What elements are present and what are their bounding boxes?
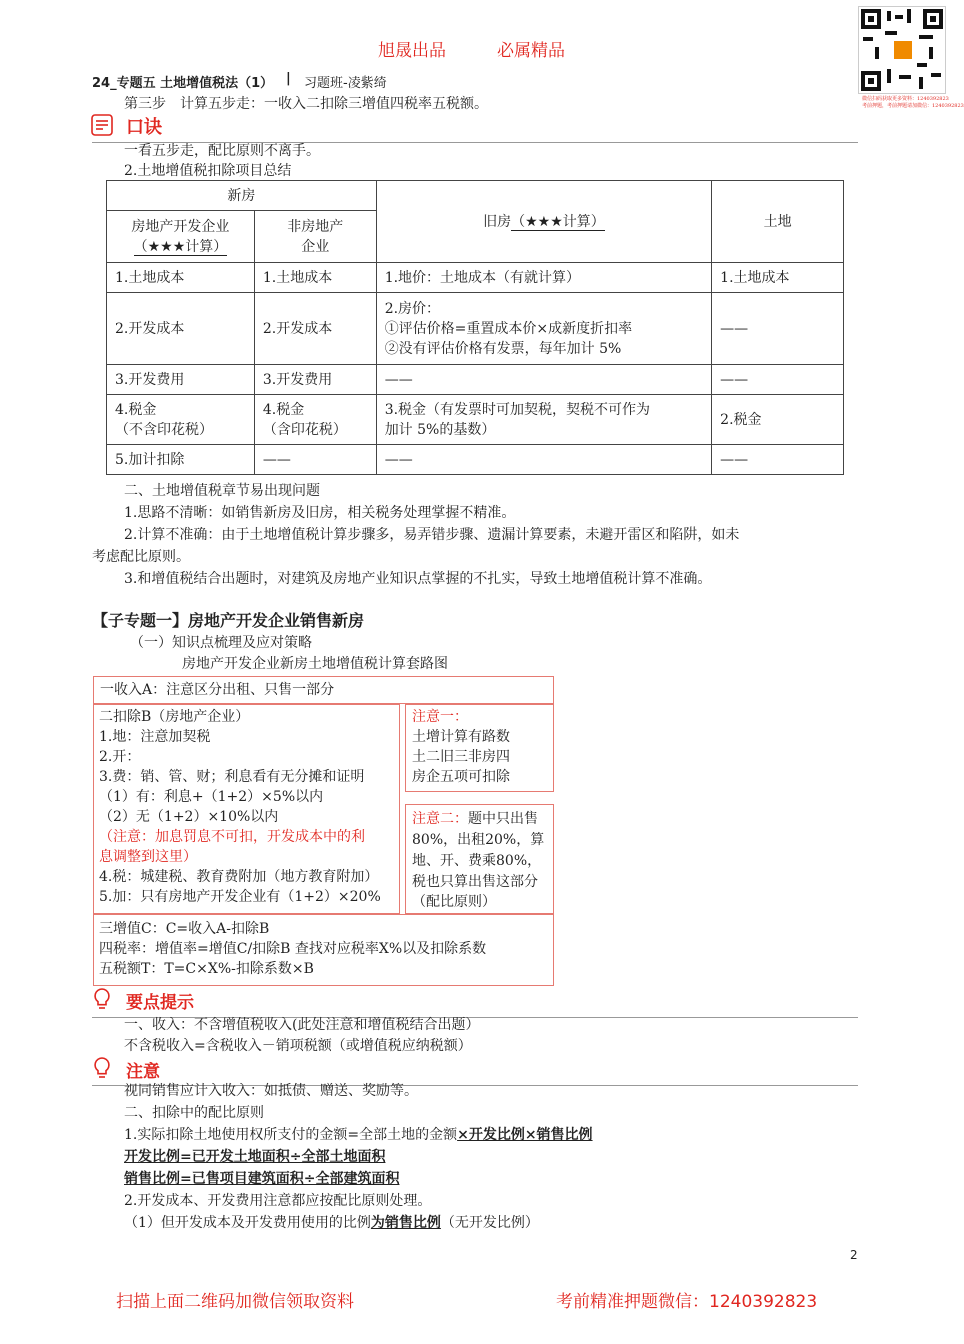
note-line-4: 开发比例=已开发土地面积÷全部土地面积 <box>124 1149 386 1165</box>
class-name: 习题班-凌紫绮 <box>304 76 387 91</box>
income-box <box>93 676 554 704</box>
tips-line-2: 不含税收入=含税收入－销项税额（或增值税应纳税额） <box>124 1038 472 1054</box>
page-number: 2 <box>850 1248 858 1262</box>
problem-1: 1.思路不清晰：如销售新房及旧房，相关税务处理掌握不精准。 <box>124 505 516 521</box>
cell: —— <box>376 445 711 475</box>
qr-code <box>858 6 946 94</box>
note-line-2: 二、扣除中的配比原则 <box>124 1105 264 1121</box>
note-line-5: 销售比例=已售项目建筑面积÷全部建筑面积 <box>124 1171 400 1187</box>
note-two-line: 税也只算出售这部分 <box>412 874 538 890</box>
table-row <box>107 365 844 395</box>
cell: —— <box>712 365 844 395</box>
course-title: 24_专题五 土地增值税法（1） <box>92 76 274 91</box>
note-title: 注意 <box>126 1062 160 1082</box>
deduction-box <box>93 704 400 914</box>
problem-3: 3.和增值税结合出题时，对建筑及房地产业知识点掌握的不扎实，导致土地增值税计算不准确。 <box>124 571 712 587</box>
deduction-line: 1.地：注意加契税 <box>99 729 211 745</box>
tax-calc-line: 三增值C：C=收入A-扣除B <box>99 921 270 937</box>
cell: 2.开发成本 <box>107 293 255 365</box>
deduction-line: （2）无（1+2）×10%以内 <box>99 809 279 825</box>
table-row <box>107 293 844 365</box>
lightbulb-icon <box>90 986 114 1012</box>
deduction-table <box>106 180 844 475</box>
deduction-note: 息调整到这里） <box>99 849 197 865</box>
th-nondev: 非房地产 企业 <box>254 211 376 263</box>
cell: 2.房价： ①评估价格=重置成本价×成新度折扣率 ②没有评估价格有发票，每年加计 5% <box>376 293 711 365</box>
tax-calc-box <box>93 914 554 986</box>
step-line: 第三步 计算五步走：一收入二扣除三增值四税率五税额。 <box>124 96 488 112</box>
note-line-3: 1.实际扣除土地使用权所支付的金额=全部土地的金额×开发比例×销售比例 <box>124 1127 593 1143</box>
tips-title: 要点提示 <box>126 993 194 1013</box>
footer-left: 扫描上面二维码加微信领取资料 <box>116 1292 354 1312</box>
cell: —— <box>712 445 844 475</box>
note-line-6: 2.开发成本、开发费用注意都应按配比原则处理。 <box>124 1193 432 1209</box>
income-text: 一收入A：注意区分出租、只售一部分 <box>100 682 335 698</box>
tax-calc-line: 五税额T：T=C×X%-扣除系数×B <box>99 961 314 977</box>
th-old-house: 旧房（★★★计算） <box>376 181 711 263</box>
diagram-title: 房地产开发企业新房土地增值税计算套路图 <box>182 656 448 672</box>
deduction-line: 4.税：城建税、教育费附加（地方教育附加） <box>99 869 379 885</box>
deduction-line: 5.加：只有房地产开发企业有（1+2）×20% <box>99 889 381 905</box>
table-row <box>107 445 844 475</box>
table-row <box>107 263 844 293</box>
cell: 3.开发费用 <box>107 365 255 395</box>
note-two-first-line: 注意二：题中只出售 <box>412 811 538 827</box>
cell: 4.税金 （含印花税） <box>254 395 376 445</box>
cell: —— <box>712 293 844 365</box>
tax-calc-line: 四税率：增值率=增值C/扣除B 查找对应税率X%以及扣除系数 <box>99 941 487 957</box>
note-one-box <box>405 704 554 792</box>
table-row <box>107 395 844 445</box>
cell: 5.加计扣除 <box>107 445 255 475</box>
note-two-line: 地、开、费乘80%， <box>412 853 542 869</box>
note-two-box <box>405 804 554 914</box>
brand-right: 必属精品 <box>497 41 565 61</box>
footer-right: 考前精准押题微信：1240392823 <box>556 1292 818 1312</box>
qr-caption-1: 微信扫码获取更多资料：1240392823 <box>862 96 949 102</box>
cell: 1.土地成本 <box>254 263 376 293</box>
note-two-line: （配比原则） <box>412 894 496 910</box>
cell: —— <box>254 445 376 475</box>
notes-icon <box>90 113 114 137</box>
header-separator: | <box>286 71 291 86</box>
problem-2b: 考虑配比原则。 <box>92 549 190 565</box>
qr-caption-2: 考前押题，考前押题请加微信：1240392823 <box>862 103 964 109</box>
note-line-1: 视同销售应计入收入：如抵债、赠送、奖励等。 <box>124 1083 418 1099</box>
cell: 2.税金 <box>712 395 844 445</box>
cell: 3.税金（有发票时可加契税，契税不可作为 加计 5%的基数） <box>376 395 711 445</box>
deduction-line: 二扣除B（房地产企业） <box>99 709 250 725</box>
cell: 1.土地成本 <box>712 263 844 293</box>
deduction-line: 2.开： <box>99 749 141 765</box>
deduction-line: （1）有：利息+（1+2）×5%以内 <box>99 789 324 805</box>
note-one-line: 房企五项可扣除 <box>412 769 510 785</box>
deduction-note: （注意：加息罚息不可扣，开发成本中的利 <box>99 829 365 845</box>
koujue-title: 口诀 <box>126 117 162 138</box>
note-one-line: 土二旧三非房四 <box>412 749 510 765</box>
summary-title: 2.土地增值税扣除项目总结 <box>124 163 292 179</box>
note-two-line: 80%，出租20%，算 <box>412 832 545 848</box>
brand-left: 旭晟出品 <box>378 41 446 61</box>
strategy-title: （一）知识点梳理及应对策略 <box>130 635 312 651</box>
problem-2a: 2.计算不准确：由于土地增值税计算步骤多，易弄错步骤、遗漏计算要素，未避开雷区和陷阱，如未 <box>124 527 740 543</box>
problems-title: 二、土地增值税章节易出现问题 <box>124 483 320 499</box>
th-land: 土地 <box>712 181 844 263</box>
tips-line-1: 一、收入：不含增值税收入(此处注意和增值税结合出题） <box>124 1017 480 1033</box>
th-new-house: 新房 <box>107 181 377 211</box>
koujue-text: 一看五步走，配比原则不离手。 <box>124 143 320 159</box>
cell: —— <box>376 365 711 395</box>
note-one-title: 注意一： <box>412 709 468 725</box>
th-dev: 房地产开发企业 （★★★计算） <box>107 211 255 263</box>
cell: 4.税金 （不含印花税） <box>107 395 255 445</box>
lightbulb-icon <box>90 1055 114 1081</box>
qr-logo-icon <box>894 41 912 59</box>
subtopic-title: 【子专题一】房地产开发企业销售新房 <box>92 611 365 630</box>
cell: 1.土地成本 <box>107 263 255 293</box>
cell: 2.开发成本 <box>254 293 376 365</box>
deduction-line: 3.费：销、管、财；利息看有无分摊和证明 <box>99 769 365 785</box>
note-one-line: 土增计算有路数 <box>412 729 510 745</box>
cell: 3.开发费用 <box>254 365 376 395</box>
note-line-7: （1）但开发成本及开发费用使用的比例为销售比例（无开发比例） <box>124 1215 539 1231</box>
cell: 1.地价：土地成本（有就计算） <box>376 263 711 293</box>
